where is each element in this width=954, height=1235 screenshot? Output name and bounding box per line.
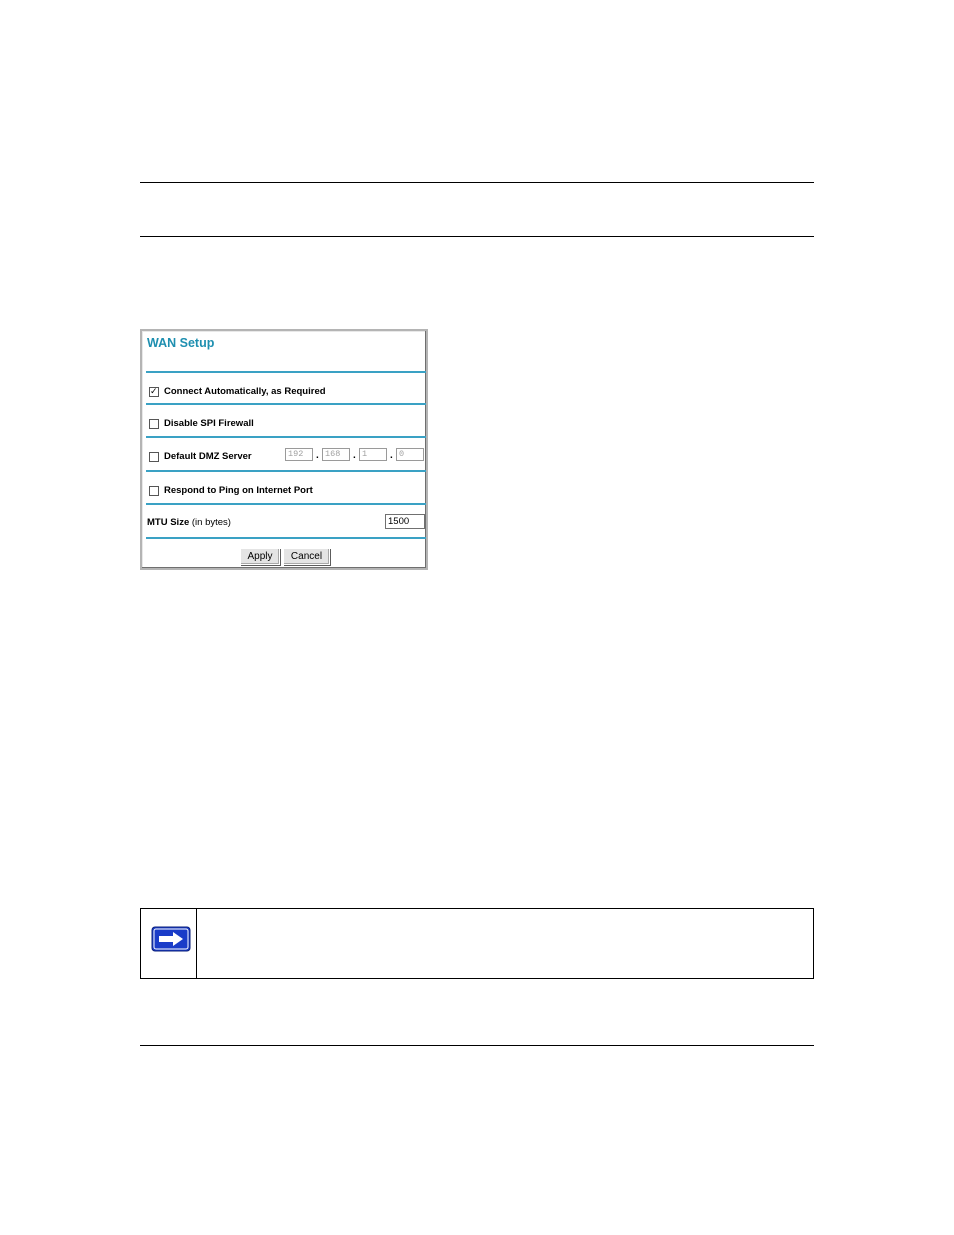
ping-row bbox=[149, 485, 313, 496]
note-divider bbox=[196, 909, 197, 978]
ip-dot: . bbox=[390, 450, 393, 461]
header-rule-top bbox=[140, 182, 814, 183]
ping-label: Respond to Ping on Internet Port bbox=[164, 485, 313, 496]
note-box bbox=[140, 908, 814, 979]
dmz-checkbox[interactable] bbox=[149, 452, 159, 462]
dmz-ip-octet-3[interactable]: 1 bbox=[359, 448, 387, 461]
wan-setup-panel bbox=[140, 329, 428, 570]
dmz-label: Default DMZ Server bbox=[164, 451, 252, 462]
connect-auto-checkbox[interactable] bbox=[149, 387, 159, 397]
footer-rule bbox=[140, 1045, 814, 1046]
cancel-button[interactable]: Cancel bbox=[283, 548, 330, 565]
separator bbox=[146, 537, 426, 539]
disable-spi-checkbox[interactable] bbox=[149, 419, 159, 429]
disable-spi-row bbox=[149, 418, 254, 429]
mtu-unit: (in bytes) bbox=[191, 517, 231, 528]
apply-button[interactable]: Apply bbox=[240, 548, 280, 565]
connect-auto-label: Connect Automatically, as Required bbox=[164, 386, 326, 397]
separator bbox=[146, 371, 426, 373]
separator bbox=[146, 436, 426, 438]
separator bbox=[146, 470, 426, 472]
separator bbox=[146, 503, 426, 505]
connect-auto-row bbox=[149, 386, 326, 397]
disable-spi-label: Disable SPI Firewall bbox=[164, 418, 254, 429]
ip-dot: . bbox=[316, 450, 319, 461]
mtu-label-text: MTU Size bbox=[147, 517, 190, 528]
ping-checkbox[interactable] bbox=[149, 486, 159, 496]
separator bbox=[146, 403, 426, 405]
mtu-input[interactable]: 1500 bbox=[385, 514, 425, 529]
dmz-row bbox=[149, 451, 252, 462]
mtu-label bbox=[147, 517, 231, 528]
dmz-ip-octet-4[interactable]: 0 bbox=[396, 448, 424, 461]
right-arrow-icon bbox=[151, 926, 191, 957]
dmz-ip-octet-1[interactable]: 192 bbox=[285, 448, 313, 461]
dmz-ip-octet-2[interactable]: 168 bbox=[322, 448, 350, 461]
panel-title: WAN Setup bbox=[147, 336, 215, 350]
header-rule-bottom bbox=[140, 236, 814, 237]
ip-dot: . bbox=[353, 450, 356, 461]
